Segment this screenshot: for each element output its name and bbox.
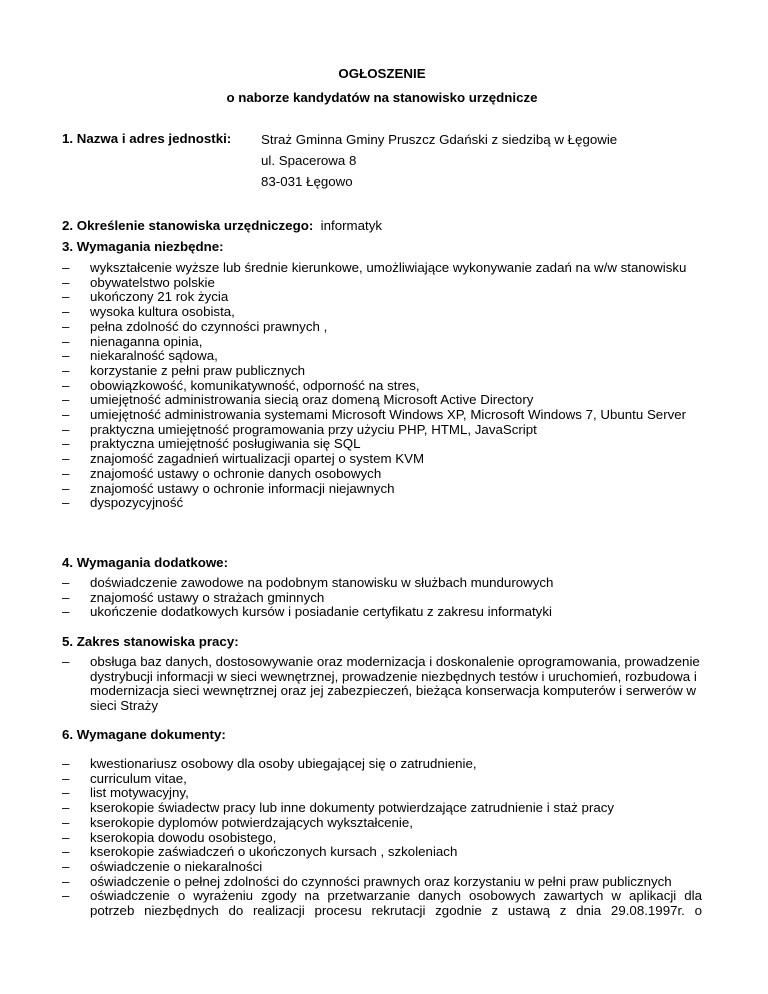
list-item: – znajomość ustawy o ochronie informacji niejawnych — [62, 482, 702, 497]
list-item: – praktyczna umiejętność posługiwania się SQL — [62, 437, 702, 452]
list-item: – nienaganna opinia, — [62, 335, 702, 350]
list-item: – pełna zdolność do czynności prawnych , — [62, 320, 702, 335]
list-item: – znajomość zagadnień wirtualizacji opartej o system KVM — [62, 452, 702, 467]
list-item: – obsługa baz danych, dostosowywanie oraz modernizacja i doskonalenie oprogramowania, prowadzenie dystrybucji informacji w sieci wewnętrznej, prowadzenie niezbędnych testów i uruchomień, rozbudowa i modernizacja sieci wewnętrznej oraz jej zabezpieczeń, bieżąca konserwacja komputerów i serwerów w sieci Straży — [62, 655, 702, 714]
list-item: – korzystanie z pełni praw publicznych — [62, 364, 702, 379]
document-title: OGŁOSZENIE — [338, 66, 426, 81]
section-3-heading: 3. Wymagania niezbędne: — [62, 239, 224, 254]
required-documents-list — [62, 757, 702, 919]
list-item: – umiejętność administrowania systemami Microsoft Windows XP, Microsoft Windows 7, Ubuntu Server — [62, 408, 702, 423]
list-item: – oświadczenie o niekaralności — [62, 860, 702, 875]
list-item: – umiejętność administrowania siecią oraz domeną Microsoft Active Directory — [62, 393, 702, 408]
unit-name: Straż Gminna Gminy Pruszcz Gdański z siedzibą w Łęgowie — [261, 132, 618, 147]
list-item: – oświadczenie o wyrażeniu zgody na przetwarzanie danych osobowych zawartych w aplikacji dla potrzeb niezbędnych do realizacji procesu rekrutacji zgodnie z ustawą z dnia 29.08.1997r. o — [62, 889, 702, 918]
list-item: – praktyczna umiejętność programowania przy użyciu PHP, HTML, JavaScript — [62, 423, 702, 438]
list-item: – niekaralność sądowa, — [62, 349, 702, 364]
list-item: – kserokopie zaświadczeń o ukończonych kursach , szkoleniach — [62, 845, 702, 860]
list-item: – znajomość ustawy o strażach gminnych — [62, 591, 702, 606]
list-item: – kserokopie świadectw pracy lub inne dokumenty potwierdzające zatrudnienie i staż pracy — [62, 801, 702, 816]
list-item: – kserokopie dyplomów potwierdzających wykształcenie, — [62, 816, 702, 831]
list-item: – curriculum vitae, — [62, 772, 702, 787]
list-item: – kserokopia dowodu osobistego, — [62, 831, 702, 846]
list-item: – znajomość ustawy o ochronie danych osobowych — [62, 467, 702, 482]
list-item: – dyspozycyjność — [62, 496, 702, 511]
section-1-label: 1. Nazwa i adres jednostki: — [62, 131, 232, 146]
list-item: – doświadczenie zawodowe na podobnym stanowisku w służbach mundurowych — [62, 576, 702, 591]
position-name: informatyk — [320, 218, 382, 233]
job-scope-list — [62, 655, 702, 714]
section-2 — [62, 218, 382, 233]
section-6-heading: 6. Wymagane dokumenty: — [62, 727, 226, 742]
section-4-heading: 4. Wymagania dodatkowe: — [62, 555, 229, 570]
list-item: – wysoka kultura osobista, — [62, 305, 702, 320]
list-item: – ukończony 21 rok życia — [62, 290, 702, 305]
address-city: 83-031 Łęgowo — [261, 174, 353, 189]
list-item: – obywatelstwo polskie — [62, 276, 702, 291]
list-item: – kwestionariusz osobowy dla osoby ubiegającej się o zatrudnienie, — [62, 757, 702, 772]
list-item: – obowiązkowość, komunikatywność, odporność na stres, — [62, 379, 702, 394]
required-qualifications-list — [62, 261, 702, 511]
list-item: – ukończenie dodatkowych kursów i posiadanie certyfikatu z zakresu informatyki — [62, 605, 702, 620]
list-item: – wykształcenie wyższe lub średnie kierunkowe, umożliwiające wykonywanie zadań na w/w stanowisku — [62, 261, 702, 276]
additional-requirements-list — [62, 576, 702, 620]
unit-address — [261, 131, 617, 194]
list-item: – oświadczenie o pełnej zdolności do czynności prawnych oraz korzystaniu w pełni praw publicznych — [62, 875, 702, 890]
section-5-heading: 5. Zakres stanowiska pracy: — [62, 634, 239, 649]
document-subtitle: o naborze kandydatów na stanowisko urzędnicze — [226, 90, 538, 105]
address-street: ul. Spacerowa 8 — [261, 153, 357, 168]
list-item: – list motywacyjny, — [62, 786, 702, 801]
section-2-label: 2. Określenie stanowiska urzędniczego: — [62, 218, 314, 233]
